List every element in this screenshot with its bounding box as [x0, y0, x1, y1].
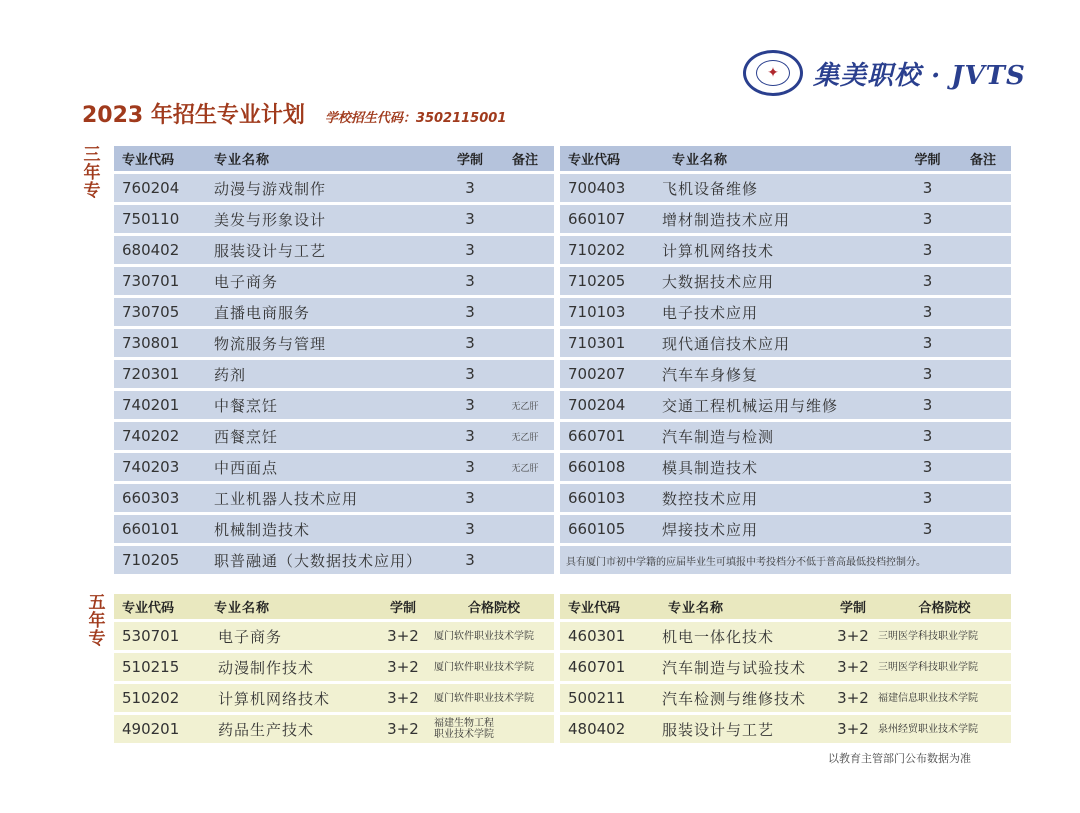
program-duration: 3: [900, 422, 955, 450]
program-code: 660105: [560, 515, 660, 543]
program-name: 中餐烹饪: [214, 391, 444, 419]
program-name: 直播电商服务: [214, 298, 444, 326]
header-duration: 学制: [372, 594, 434, 619]
program-note: 无乙肝: [496, 391, 554, 419]
program-code: 740202: [114, 422, 214, 450]
program-code: 460701: [560, 653, 656, 681]
program-duration: 3: [444, 205, 496, 233]
school-name: 集美职校 · JVTS: [813, 60, 1026, 91]
program-note: [955, 515, 1011, 543]
partner-college-line: 职业技术学院: [434, 729, 494, 740]
program-duration: 3: [444, 236, 496, 264]
program-duration: 3: [444, 515, 496, 543]
program-note: [496, 360, 554, 388]
program-note: [955, 484, 1011, 512]
program-note: [496, 267, 554, 295]
program-duration: 3: [444, 422, 496, 450]
program-code: 460301: [560, 622, 656, 650]
program-code: 500211: [560, 684, 656, 712]
program-name: 服装设计与工艺: [656, 715, 828, 743]
program-code: 660701: [560, 422, 660, 450]
page-title: [82, 98, 506, 129]
program-note: [955, 298, 1011, 326]
table-row: [114, 622, 1011, 650]
partner-college: 泉州经贸职业技术学院: [878, 715, 1011, 743]
program-duration: 3: [444, 360, 496, 388]
header-college: 合格院校: [878, 594, 1011, 619]
program-note: 无乙肝: [496, 453, 554, 481]
program-name: 数控技术应用: [660, 484, 900, 512]
table-row: [114, 174, 1011, 202]
program-name: 计算机网络技术: [660, 236, 900, 264]
program-name: 电子商务: [214, 267, 444, 295]
program-duration: 3: [900, 360, 955, 388]
header-duration: 学制: [828, 594, 878, 619]
program-name: 美发与形象设计: [214, 205, 444, 233]
program-name: 模具制造技术: [660, 453, 900, 481]
program-code: 730801: [114, 329, 214, 357]
program-note: [955, 360, 1011, 388]
table-row: [114, 715, 1011, 743]
program-name: 药品生产技术: [214, 715, 372, 743]
program-name: 交通工程机械运用与维修: [660, 391, 900, 419]
header-code: 专业代码: [114, 146, 214, 171]
program-note: [496, 329, 554, 357]
program-duration: 3+2: [372, 715, 434, 743]
program-code: 530701: [114, 622, 214, 650]
program-duration: 3: [444, 329, 496, 357]
program-duration: 3+2: [828, 715, 878, 743]
program-duration: 3: [900, 267, 955, 295]
program-code: 730701: [114, 267, 214, 295]
three-year-label: 三 年 专: [83, 145, 101, 201]
program-note: [496, 205, 554, 233]
table-row: [114, 484, 1011, 512]
program-code: 700403: [560, 174, 660, 202]
program-duration: 3+2: [372, 653, 434, 681]
header-name: 专业名称: [214, 146, 444, 171]
header-name: 专业名称: [656, 594, 828, 619]
program-duration: 3: [900, 205, 955, 233]
partner-college: [434, 715, 554, 743]
header-code: 专业代码: [560, 146, 660, 171]
program-note: [955, 236, 1011, 264]
program-note: [955, 267, 1011, 295]
header-note: 备注: [955, 146, 1011, 171]
program-name: 服装设计与工艺: [214, 236, 444, 264]
program-note: [496, 515, 554, 543]
program-note: [496, 174, 554, 202]
program-name: 西餐烹饪: [214, 422, 444, 450]
program-duration: 3: [444, 267, 496, 295]
program-duration: 3: [444, 298, 496, 326]
program-code: 760204: [114, 174, 214, 202]
program-duration: 3+2: [372, 622, 434, 650]
program-code: 700207: [560, 360, 660, 388]
program-name: 汽车检测与维修技术: [656, 684, 828, 712]
program-duration: 3: [444, 174, 496, 202]
three-year-table: [114, 143, 1011, 577]
program-name: 汽车制造与试验技术: [656, 653, 828, 681]
program-code: 680402: [114, 236, 214, 264]
program-name: 焊接技术应用: [660, 515, 900, 543]
program-name: 机械制造技术: [214, 515, 444, 543]
header-name: 专业名称: [214, 594, 372, 619]
table-row: [114, 205, 1011, 233]
data-source-note: 以教育主管部门公布数据为准: [828, 752, 971, 765]
program-code: 710205: [114, 546, 214, 574]
program-duration: 3: [900, 391, 955, 419]
program-code: 480402: [560, 715, 656, 743]
program-code: 710301: [560, 329, 660, 357]
program-code: 660107: [560, 205, 660, 233]
partner-college-line: 福建生物工程: [434, 718, 494, 729]
table-row: [114, 453, 1011, 481]
program-note: [496, 298, 554, 326]
program-name: 大数据技术应用: [660, 267, 900, 295]
program-code: 660101: [114, 515, 214, 543]
program-duration: 3: [900, 453, 955, 481]
school-logo: [743, 50, 1026, 96]
five-year-table: [114, 591, 1011, 746]
program-note: 无乙肝: [496, 422, 554, 450]
program-name: 机电一体化技术: [656, 622, 828, 650]
table-row: [114, 360, 1011, 388]
header-college: 合格院校: [434, 594, 554, 619]
program-name: 动漫制作技术: [214, 653, 372, 681]
program-duration: 3: [900, 174, 955, 202]
admission-note: 具有厦门市初中学籍的应届毕业生可填报中考投档分不低于普高最低投档控制分。: [560, 546, 1011, 574]
partner-college-line: 厦门软件职业技术学院: [434, 692, 534, 704]
partner-college: 福建信息职业技术学院: [878, 684, 1011, 712]
program-note: [955, 453, 1011, 481]
table-row: [114, 653, 1011, 681]
program-name: 汽车制造与检测: [660, 422, 900, 450]
program-duration: 3: [444, 391, 496, 419]
table-row: [114, 422, 1011, 450]
table-row: [114, 684, 1011, 712]
table-header-row: [114, 146, 1011, 171]
header-duration: 学制: [900, 146, 955, 171]
program-duration: 3: [900, 236, 955, 264]
program-duration: 3+2: [828, 622, 878, 650]
header-note: 备注: [496, 146, 554, 171]
program-name: 增材制造技术应用: [660, 205, 900, 233]
partner-college: 三明医学科技职业学院: [878, 653, 1011, 681]
program-name: 飞机设备维修: [660, 174, 900, 202]
program-name: 汽车车身修复: [660, 360, 900, 388]
program-duration: 3+2: [828, 684, 878, 712]
program-note: [496, 546, 554, 574]
program-code: 710103: [560, 298, 660, 326]
table-row: [114, 329, 1011, 357]
table-row: [114, 391, 1011, 419]
program-name: 动漫与游戏制作: [214, 174, 444, 202]
program-name: 物流服务与管理: [214, 329, 444, 357]
program-name: 药剂: [214, 360, 444, 388]
table-row: [114, 298, 1011, 326]
program-code: 660303: [114, 484, 214, 512]
program-name: 中西面点: [214, 453, 444, 481]
program-duration: 3: [444, 546, 496, 574]
partner-college: [434, 622, 554, 650]
header-code: 专业代码: [114, 594, 214, 619]
program-name: 电子商务: [214, 622, 372, 650]
program-note: [496, 484, 554, 512]
header-code: 专业代码: [560, 594, 656, 619]
program-code: 750110: [114, 205, 214, 233]
table-row: [114, 267, 1011, 295]
table-row: [114, 515, 1011, 543]
program-code: 660108: [560, 453, 660, 481]
program-duration: 3: [444, 484, 496, 512]
program-code: 730705: [114, 298, 214, 326]
five-year-label: 五 年 专: [88, 593, 106, 649]
program-duration: 3+2: [372, 684, 434, 712]
school-code-label: 学校招生代码：: [324, 111, 416, 126]
program-note: [496, 236, 554, 264]
program-note: [955, 205, 1011, 233]
header-name: 专业名称: [660, 146, 900, 171]
program-code: 710202: [560, 236, 660, 264]
program-duration: 3: [444, 453, 496, 481]
program-name: 职普融通（大数据技术应用）: [214, 546, 444, 574]
header-duration: 学制: [444, 146, 496, 171]
program-note: [955, 174, 1011, 202]
partner-college: 三明医学科技职业学院: [878, 622, 1011, 650]
program-duration: 3: [900, 329, 955, 357]
program-duration: 3: [900, 298, 955, 326]
program-name: 计算机网络技术: [214, 684, 372, 712]
program-name: 现代通信技术应用: [660, 329, 900, 357]
partner-college-line: 厦门软件职业技术学院: [434, 661, 534, 673]
program-code: 710205: [560, 267, 660, 295]
program-name: 工业机器人技术应用: [214, 484, 444, 512]
program-code: 510202: [114, 684, 214, 712]
school-seal-icon: [743, 50, 803, 96]
program-note: [955, 391, 1011, 419]
program-note: [955, 422, 1011, 450]
program-duration: 3+2: [828, 653, 878, 681]
school-code: 3502115001: [415, 111, 507, 126]
seal-mark: ✦: [767, 65, 779, 81]
program-note: [955, 329, 1011, 357]
program-code: 740203: [114, 453, 214, 481]
program-code: 490201: [114, 715, 214, 743]
partner-college-line: 厦门软件职业技术学院: [434, 630, 534, 642]
program-name: 电子技术应用: [660, 298, 900, 326]
table-row: [114, 546, 1011, 574]
program-duration: 3: [900, 484, 955, 512]
program-code: 510215: [114, 653, 214, 681]
table-row: [114, 236, 1011, 264]
partner-college: [434, 653, 554, 681]
program-duration: 3: [900, 515, 955, 543]
program-code: 700204: [560, 391, 660, 419]
program-code: 740201: [114, 391, 214, 419]
table-header-row: [114, 594, 1011, 619]
program-code: 720301: [114, 360, 214, 388]
partner-college: [434, 684, 554, 712]
title-text: 2023 年招生专业计划: [82, 103, 305, 128]
program-code: 660103: [560, 484, 660, 512]
